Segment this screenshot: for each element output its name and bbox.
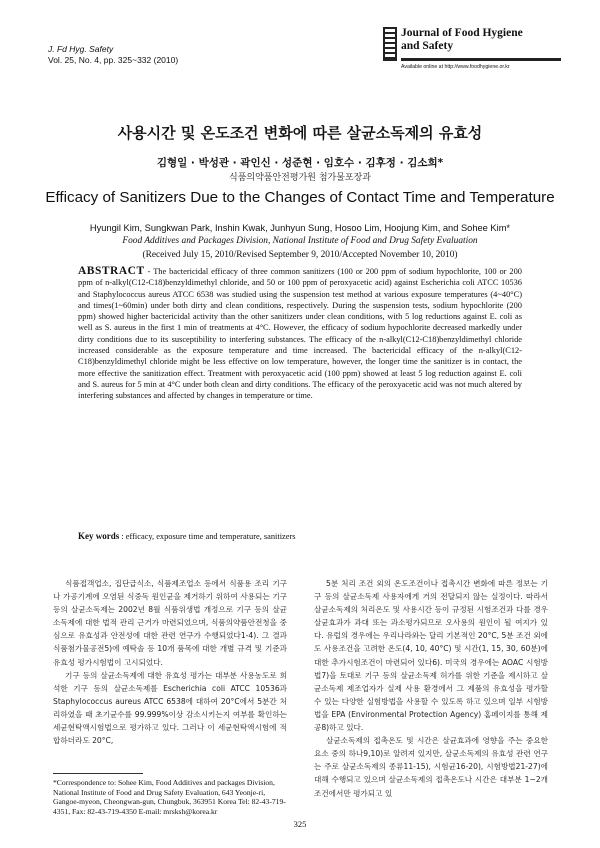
- journal-url: Available online at http://www.foodhygiene.or.kr: [401, 64, 510, 70]
- english-authors: Hyungil Kim, Sungkwan Park, Inshin Kwak, Junhyun Sung, Hosoo Lim, Hoojung Kim, and Sohee Kim*: [89, 223, 511, 233]
- keywords: [78, 531, 522, 541]
- english-affiliation: Food Additives and Packages Division, National Institute of Food and Drug Safety Evaluation: [122, 236, 478, 246]
- footnote-divider: [53, 773, 143, 774]
- received-dates: (Received July 15, 2010/Revised September 9, 2010/Accepted November 10, 2010): [142, 250, 458, 260]
- journal-abbrev: J. Fd Hyg. Safety: [48, 44, 114, 54]
- abstract-text: - The bactericidal efficacy of three common sanitizers (100 or 200 ppm of sodium hypochlorite, 100 or 200 ppm of n-alkyl(C12-C18)benzyldimethyl chloride, and 50 or 100 ppm of peroxyacetic acid) against Escherichia coli ATCC 10536 and Staphylococcus aureus ATCC 6538 was studied using the suspension test method at various exposure temperatures (4~40°C) and times(1~60min) under both dirty and clean conditions, respectively. During the suspension tests, sodium hypochlorite (200 ppm) showed higher bactericidal activity than the other sanitizers under clean conditions, with 5 log reductions against E. coli as well as S. aureus in the first 1 min of treatments at 4°C. However, the efficacy of sodium hypochlorite decreased markedly under dirty conditions due to its susceptibility to interfering substances. The efficacy of the n-alkyl(C12-C18)benzyldimethyl chloride increased considerable as the exposure temperature and time increased. The bactericidal efficacy of the n-alkyl(C12-C18)benzyldimethyl chloride might be less effective on low temperature, however, the longer time the sanitizer is in contact, the more effective the sanitization effect. Treatment with peroxyacetic acid (100 ppm) showed at least 5 log reduction against E. coli and S. aureus for 5 min at 4°C under both clean and dirty conditions. The efficacy of the peroxyacetic acid was not much altered by interfering substances and affected by changes in temperature or time.: [78, 267, 522, 401]
- korean-authors: 김형일 · 박성관 · 곽인신 · 성준현 · 임호수 · 김후정 · 김소희*: [156, 157, 444, 169]
- abstract-label: ABSTRACT: [78, 265, 145, 277]
- body-column-left: [53, 577, 287, 747]
- body-paragraph: 살균소독제의 접촉온도 및 시간은 살균효과에 영향을 주는 중요한 요소 중의 하나9,10)로 알려져 있지만, 살균소독제의 유효성 관련 연구는 주로 살균소독제의 종류11-15), 시험균16-20), 시험방법21-27)에 대해 수행되고 있으며 살균소독제의 접촉온도나 시간은 대부분 1~2개 조건에서만 평가되고 있: [314, 736, 548, 798]
- korean-title: 사용시간 및 온도조건 변화에 따른 살균소독제의 유효성: [117, 124, 483, 142]
- abstract: [78, 266, 522, 402]
- body-paragraph: 식품접객업소, 집단급식소, 식품제조업소 등에서 식품용 조리 기구나 가공기계에 오염된 식중독 원인균을 제거하기 위하여 사용되는 기구 등의 살균소독제는 2002년 8월 식품위생법 개정으로 기구 등의 살균소독제에 대한 법적 관리 근거가 마련되었으며, 식품의약품안전청을 중심으로 유효성과 안전성에 대한 관련 연구가 수행되었다1-4). 그 결과 식품첨가물공전5)에 예탁솔 등 10개 품목에 대한 개별 규격 및 기준과 유효성 평가시험법이 고시되었다.: [53, 579, 287, 667]
- page-number: 325: [293, 819, 307, 829]
- body-paragraph: 5분 처리 조건 외의 온도조건이나 접촉시간 변화에 따른 정보는 기구 등의 살균소독제 사용자에게 거의 전달되지 않는 실정이다. 따라서 살균소독제의 처리온도 및 사용시간 등이 규정된 시험조건과 다를 경우 살균효과가 과대 또는 과소평가되므로 오사용의 원인이 될 여지가 있다. 유럽의 경우에는 우리나라와는 달리 기본적인 20°C, 5분 조건 외에도 사용조건을 고려한 온도(4, 10, 40°C) 및 시간(1, 15, 30, 60분)에 대한 추가시험조건이 마련되어 있다6). 미국의 경우에는 AOAC 시험방법7)을 토대로 기구 등의 살균소독제 허가를 위한 기준을 제시하고 살균소독제 제조업자가 실제 사용 환경에서 그 제품의 유효성을 평가할 수 있는 다양한 실험방법을 사용할 수 있도록 하고 있으며 일부 시험방법을 EPA (Environmental Protection Agency) 홈페이지를 통해 제공8)하고 있다.: [314, 579, 548, 733]
- body-paragraph: 기구 등의 살균소독제에 대한 유효성 평가는 대부분 사용농도로 희석한 기구 등의 살균소독제를 Escherichia coli ATCC 10536과 Staphylococcus aureus ATCC 6538에 대하여 20°C에서 5분간 처리하였을 때 초기균수를 99.999%이상 감소시키는지 여부를 확인하는 세균현탁액시험법으로 평가하고 있다. 그러나 이 세균현탁액시험에 적합하더라도 20°C,: [53, 670, 287, 746]
- journal-logo-icon: [383, 27, 397, 61]
- english-title: Efficacy of Sanitizers Due to the Changes of Contact Time and Temperature: [45, 189, 555, 206]
- body-column-right: [314, 577, 548, 800]
- keywords-text: : efficacy, exposure time and temperature, sanitizers: [119, 532, 296, 541]
- keywords-label: Key words: [78, 531, 120, 541]
- journal-logo-title: Journal of Food Hygiene and Safety: [401, 27, 561, 61]
- korean-affiliation: 식품의약품안전평가원 첨가물포장과: [229, 173, 371, 183]
- journal-logo: [383, 27, 561, 70]
- journal-header: [48, 44, 178, 66]
- correspondence-footnote: *Correspondence to: Sohee Kim, Food Additives and packages Division, National Institute of Food and Drug Safety Evaluation, 643 Yeonje-ri, Gangoe-myeon, Cheongwan-gun, Chungbuk, 363951 Korea Tel: 82-43-719-4351, Fax: 82-43-719-4350 E-mail: mrsksh@korea.kr: [53, 778, 286, 816]
- journal-volume: Vol. 25, No. 4, pp. 325~332 (2010): [48, 55, 179, 65]
